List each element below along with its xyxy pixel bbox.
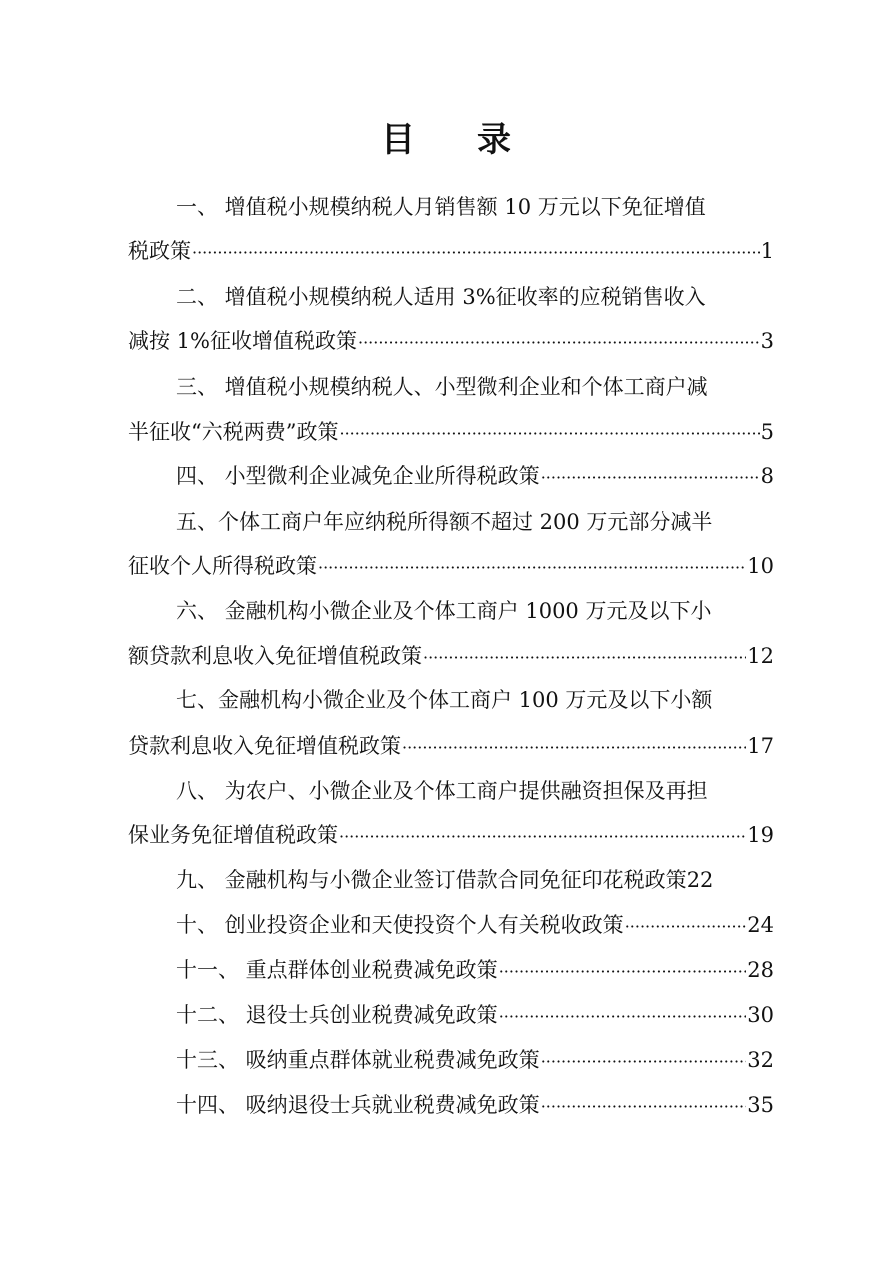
dot-leader <box>541 461 760 493</box>
page-number: 35 <box>747 1093 774 1117</box>
dot-leader <box>499 1000 747 1032</box>
toc-entry-4[interactable] <box>176 461 774 491</box>
dot-leader <box>339 820 746 852</box>
page-number: 8 <box>760 464 774 488</box>
toc-entry-text: 十三、 吸纳重点群体就业税费减免政策 <box>176 1048 540 1072</box>
toc-entry-11[interactable] <box>176 955 774 985</box>
toc-entry-7-line1[interactable]: 七、金融机构小微企业及个体工商户 100 万元及以下小额 <box>176 688 713 712</box>
dot-leader <box>423 641 746 673</box>
page-number: 32 <box>747 1048 774 1072</box>
toc-entry-14[interactable] <box>176 1090 774 1120</box>
toc-entry-12[interactable] <box>176 1000 774 1030</box>
toc-entry-text: 十二、 退役士兵创业税费减免政策 <box>176 1003 498 1027</box>
toc-entry-text: 税政策 <box>128 239 191 263</box>
page-number: 17 <box>747 734 774 758</box>
dot-leader <box>192 236 760 268</box>
toc-entry-3-line1[interactable]: 三、 增值税小规模纳税人、小型微利企业和个体工商户减 <box>176 375 708 399</box>
title-char-2: 录 <box>477 120 511 160</box>
toc-entry-2-line2[interactable] <box>128 326 774 356</box>
page-number: 24 <box>747 913 774 937</box>
toc-entry-1-line1[interactable]: 一、 增值税小规模纳税人月销售额 10 万元以下免征增值 <box>176 195 706 219</box>
toc-entry-9[interactable] <box>176 865 792 895</box>
dot-leader <box>499 955 747 987</box>
toc-entry-10[interactable] <box>176 910 774 940</box>
toc-entry-1-line2[interactable] <box>128 236 774 266</box>
page-number: 30 <box>747 1003 774 1027</box>
page-number: 19 <box>747 823 774 847</box>
toc-entry-5-line1[interactable]: 五、个体工商户年应纳税所得额不超过 200 万元部分减半 <box>176 510 713 534</box>
toc-entry-text: 十四、 吸纳退役士兵就业税费减免政策 <box>176 1093 540 1117</box>
toc-entry-3-line2[interactable] <box>128 417 774 447</box>
toc-entry-text: 贷款利息收入免征增值税政策 <box>128 734 401 758</box>
toc-entry-text: 征收个人所得税政策 <box>128 554 317 578</box>
toc-entry-8-line2[interactable] <box>128 820 774 850</box>
dot-leader <box>625 910 747 942</box>
toc-entry-8-line1[interactable]: 八、 为农户、小微企业及个体工商户提供融资担保及再担 <box>176 779 708 803</box>
page-number: 12 <box>747 644 774 668</box>
dot-leader <box>339 417 759 449</box>
dot-leader <box>541 1090 747 1122</box>
toc-entry-text: 额贷款利息收入免征增值税政策 <box>128 644 422 668</box>
toc-entry-7-line2[interactable] <box>128 731 774 761</box>
dot-leader <box>402 731 746 763</box>
page-number: 10 <box>747 554 774 578</box>
page-number: 3 <box>760 329 774 353</box>
toc-entry-text: 十一、 重点群体创业税费减免政策 <box>176 958 498 982</box>
toc-entry-5-line2[interactable] <box>128 551 774 581</box>
dot-leader <box>318 551 746 583</box>
page-number: 1 <box>760 239 774 263</box>
toc-entry-text: 保业务免征增值税政策 <box>128 823 338 847</box>
toc-entry-text: 十、 创业投资企业和天使投资个人有关税收政策 <box>176 913 624 937</box>
page-number: 5 <box>760 420 774 444</box>
toc-entry-text: 四、 小型微利企业减免企业所得税政策 <box>176 464 540 488</box>
page-number: 28 <box>747 958 774 982</box>
toc-entry-13[interactable] <box>176 1045 774 1075</box>
toc-entry-text: 九、 金融机构与小微企业签订借款合同免征印花税政策 <box>176 868 687 892</box>
toc-entry-text: 减按 1%征收增值税政策 <box>128 329 357 353</box>
dot-leader <box>358 326 760 358</box>
toc-entry-text: 半征收“六税两费”政策 <box>128 420 339 444</box>
page-number: 22 <box>686 868 714 892</box>
toc-entry-6-line1[interactable]: 六、 金融机构小微企业及个体工商户 1000 万元及以下小 <box>176 599 712 623</box>
title-char-1: 目 <box>381 120 415 160</box>
toc-entry-2-line1[interactable]: 二、 增值税小规模纳税人适用 3%征收率的应税销售收入 <box>176 285 706 309</box>
dot-leader <box>541 1045 747 1077</box>
toc-entry-6-line2[interactable] <box>128 641 774 671</box>
